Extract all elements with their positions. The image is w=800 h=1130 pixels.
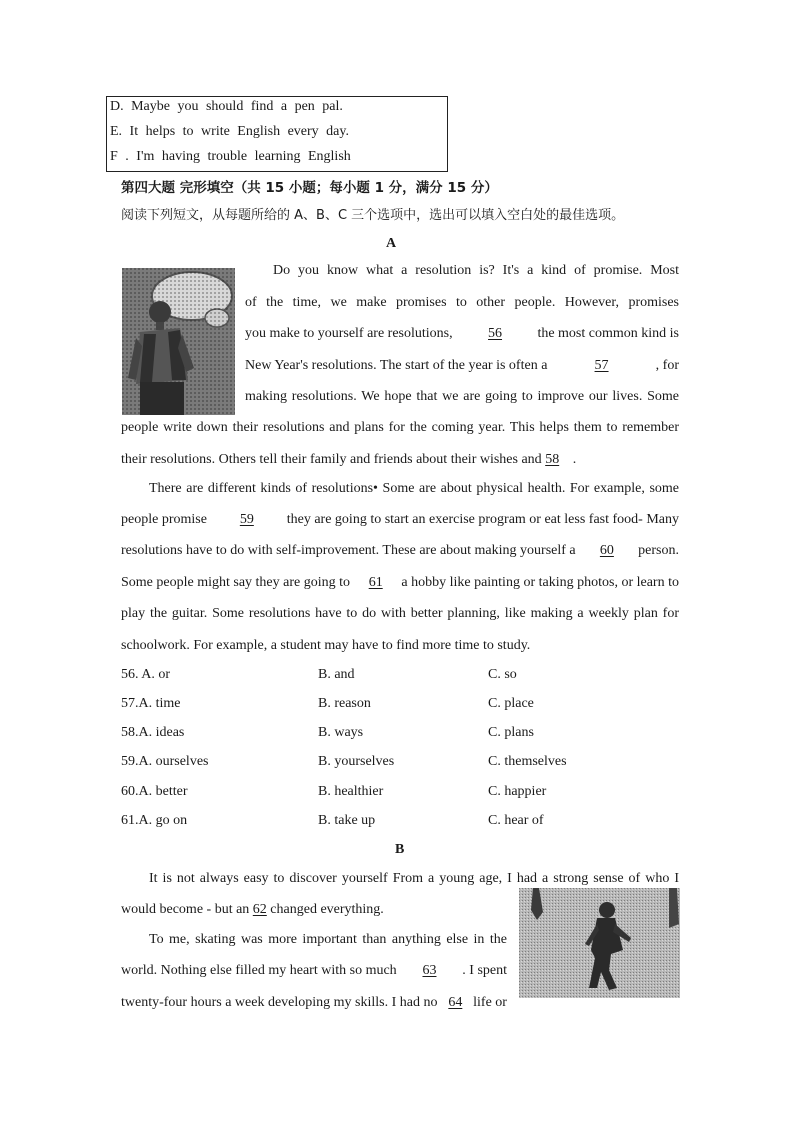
passage-b-heading: B	[395, 842, 405, 857]
passage-b-line: To me, skating was more important than anything else in the	[149, 932, 507, 947]
question-56-option-a: 56. A. or	[121, 667, 170, 682]
question-61-option-c: C. hear of	[488, 813, 544, 828]
passage-b-line	[121, 902, 384, 918]
passage-a-line	[121, 512, 679, 528]
text-fragment: they are going to start an exercise program or eat less fast food- Many	[286, 512, 679, 527]
question-60-option-a: 60.A. better	[121, 784, 188, 799]
blank-56: 56	[488, 326, 503, 341]
text-fragment: . I spent	[462, 963, 507, 978]
text-fragment: twenty-four hours a week developing my skills. I had no	[121, 995, 438, 1010]
option-f: F . I'm having trouble learning English	[110, 149, 351, 164]
question-58-option-a: 58.A. ideas	[121, 725, 185, 740]
passage-a-line: of the time, we make promises to other people. However, promises	[245, 295, 679, 310]
question-57-option-c: C. place	[488, 696, 534, 711]
section-title: 第四大题 完形填空（共 15 小题；每小题 1 分，满分 15 分）	[121, 180, 498, 196]
question-61-option-a: 61.A. go on	[121, 813, 188, 828]
passage-a-line: Do you know what a resolution is? It's a kind of promise. Most	[273, 263, 679, 278]
passage-a-line: play the guitar. Some resolutions have to do with better planning, like making a weekly plan for	[121, 606, 679, 621]
question-59-option-c: C. themselves	[488, 754, 567, 769]
passage-a-line	[121, 452, 576, 468]
text-fragment: New Year's resolutions. The start of the year is often a	[245, 358, 548, 373]
question-60-option-b: B. healthier	[318, 784, 384, 799]
blank-59: 59	[239, 512, 254, 527]
question-60-option-c: C. happier	[488, 784, 547, 799]
option-e: E. It helps to write English every day.	[110, 124, 349, 139]
text-fragment: would become - but an	[121, 902, 250, 917]
passage-a-line	[245, 326, 679, 342]
passage-b-line: It is not always easy to discover yourself From a young age, I had a strong sense of who I	[149, 871, 679, 886]
text-fragment: the most common kind is	[537, 326, 679, 341]
text-fragment: , for	[655, 358, 679, 373]
text-fragment: world. Nothing else filled my heart with so much	[121, 963, 397, 978]
text-fragment: changed everything.	[270, 902, 384, 917]
text-fragment: people promise	[121, 512, 207, 527]
question-56-option-c: C. so	[488, 667, 517, 682]
passage-b-line	[121, 995, 507, 1011]
passage-a-heading: A	[386, 236, 397, 251]
passage-a-line: people write down their resolutions and plans for the coming year. This helps them to remember	[121, 420, 679, 435]
blank-58: 58	[545, 452, 560, 467]
option-d: D. Maybe you should find a pen pal.	[110, 99, 343, 114]
text-fragment: person.	[638, 543, 679, 558]
question-58-option-c: C. plans	[488, 725, 534, 740]
section-instruction: 阅读下列短文，从每题所给的 A、B、C 三个选项中，选出可以填入空白处的最佳选项。	[121, 208, 625, 223]
blank-62: 62	[252, 902, 267, 917]
text-fragment: resolutions have to do with self-improvement. These are about making yourself a	[121, 543, 576, 558]
skater-photo	[519, 888, 680, 998]
passage-a-line	[245, 358, 679, 374]
passage-a-line: schoolwork. For example, a student may have to find more time to study.	[121, 638, 531, 653]
text-fragment: you make to yourself are resolutions,	[245, 326, 453, 341]
question-59-option-a: 59.A. ourselves	[121, 754, 209, 769]
blank-61: 61	[368, 575, 383, 590]
passage-b-line	[121, 963, 507, 979]
blank-60: 60	[599, 543, 614, 558]
blank-63: 63	[422, 963, 437, 978]
text-fragment: a hobby like painting or taking photos, or learn to	[401, 575, 679, 590]
text-fragment: life or	[473, 995, 507, 1010]
question-59-option-b: B. yourselves	[318, 754, 395, 769]
text-fragment: .	[572, 452, 577, 467]
question-61-option-b: B. take up	[318, 813, 376, 828]
question-56-option-b: B. and	[318, 667, 355, 682]
text-fragment: their resolutions. Others tell their family and friends about their wishes and	[121, 452, 542, 467]
question-57-option-b: B. reason	[318, 696, 371, 711]
text-fragment: Some people might say they are going to	[121, 575, 351, 590]
passage-a-line: making resolutions. We hope that we are going to improve our lives. Some	[245, 389, 679, 404]
blank-64: 64	[448, 995, 463, 1010]
man-photo	[122, 268, 235, 415]
passage-a-line	[121, 543, 679, 559]
question-57-option-a: 57.A. time	[121, 696, 181, 711]
passage-a-line	[121, 575, 679, 591]
passage-a-line: There are different kinds of resolutions• Some are about physical health. For example, some	[149, 481, 679, 496]
question-58-option-b: B. ways	[318, 725, 364, 740]
blank-57: 57	[594, 358, 609, 373]
